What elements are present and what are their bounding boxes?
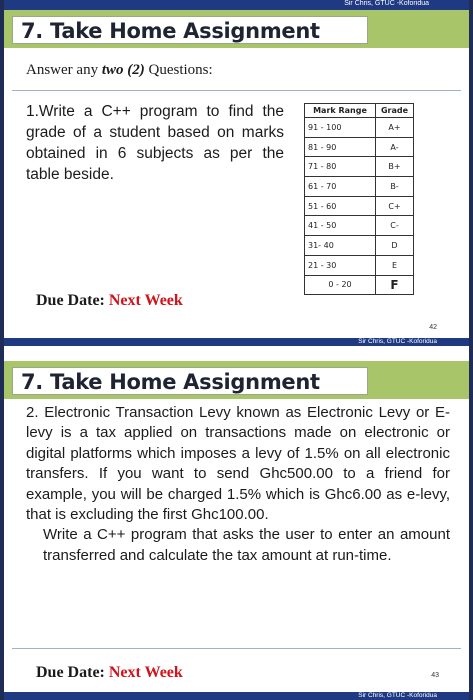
grade: F bbox=[376, 275, 414, 295]
title-band bbox=[4, 10, 469, 48]
header-mark-range: Mark Range bbox=[305, 104, 376, 118]
due-date-label: Due Date: bbox=[36, 664, 109, 681]
mark-range: 41 - 50 bbox=[305, 216, 376, 236]
mark-range: 31- 40 bbox=[305, 236, 376, 256]
grade: B- bbox=[376, 177, 414, 197]
mark-range: 51 - 60 bbox=[305, 196, 376, 216]
grade-table bbox=[304, 103, 414, 295]
title-band bbox=[4, 361, 469, 399]
due-date-label: Due Date: bbox=[36, 292, 109, 309]
table-row bbox=[305, 216, 414, 236]
table-row bbox=[305, 137, 414, 157]
mark-range: 81 - 90 bbox=[305, 137, 376, 157]
header-bar bbox=[4, 0, 469, 10]
mark-range: 61 - 70 bbox=[305, 177, 376, 197]
footer-bar bbox=[4, 692, 469, 700]
page-number: 43 bbox=[431, 672, 439, 679]
mark-range: 91 - 100 bbox=[305, 118, 376, 138]
footer-credit: Sir Chris, GTUC -Koforidua bbox=[358, 692, 437, 699]
grade: E bbox=[376, 255, 414, 275]
question-2-instruction: Write a C++ program that asks the user to enter an amount transferred and calculate the tax amount at run-time. bbox=[43, 526, 450, 564]
divider bbox=[12, 90, 461, 91]
instructions-suffix: Questions: bbox=[144, 62, 213, 78]
footer-bar bbox=[4, 338, 469, 346]
page-number: 42 bbox=[429, 324, 437, 331]
slide-43 bbox=[4, 346, 469, 700]
table-row bbox=[305, 275, 414, 295]
grade: A- bbox=[376, 137, 414, 157]
grade: B+ bbox=[376, 157, 414, 177]
header-credit: Sir Chris, GTUC -Koforidua bbox=[344, 0, 429, 7]
question-2 bbox=[26, 403, 450, 566]
header-grade: Grade bbox=[376, 104, 414, 118]
mark-range: 71 - 80 bbox=[305, 157, 376, 177]
grade: A+ bbox=[376, 118, 414, 138]
mark-range: 21 - 30 bbox=[305, 255, 376, 275]
grade: D bbox=[376, 236, 414, 256]
grade-table-header bbox=[305, 104, 414, 118]
slide-title: 7. Take Home Assignment bbox=[12, 367, 368, 395]
instructions-emphasis: two (2) bbox=[101, 62, 145, 78]
table-row bbox=[305, 118, 414, 138]
slide-title: 7. Take Home Assignment bbox=[12, 16, 368, 44]
table-row bbox=[305, 157, 414, 177]
slide-42 bbox=[4, 0, 469, 346]
due-date-value: Next Week bbox=[108, 664, 183, 681]
table-row bbox=[305, 177, 414, 197]
table-row bbox=[305, 236, 414, 256]
table-row bbox=[305, 255, 414, 275]
table-row bbox=[305, 196, 414, 216]
question-1: 1.Write a C++ program to find the grade of a student based on marks obtained in 6 subjects as per the table beside. bbox=[26, 103, 284, 183]
mark-range: 0 - 20 bbox=[305, 275, 376, 295]
instructions bbox=[26, 62, 213, 79]
divider bbox=[12, 648, 461, 649]
due-date bbox=[36, 292, 183, 310]
grade: C+ bbox=[376, 196, 414, 216]
instructions-prefix: Answer any bbox=[26, 62, 102, 78]
question-2-paragraph: 2. Electronic Transaction Levy known as Electronic Levy or E-levy is a tax applied on transactions made on electronic or digital platforms which imposes a levy of 1.5% on all electronic transfers. If you want to send Ghc500.00 to a friend for example, you will be charged 1.5% which is Ghc6.00 as e-levy, that is excluding the first Ghc100.00. bbox=[26, 404, 450, 524]
footer-credit: Sir Chris, GTUC -Koforidua bbox=[358, 338, 437, 345]
grade: C- bbox=[376, 216, 414, 236]
due-date bbox=[36, 664, 183, 682]
due-date-value: Next Week bbox=[108, 292, 183, 309]
